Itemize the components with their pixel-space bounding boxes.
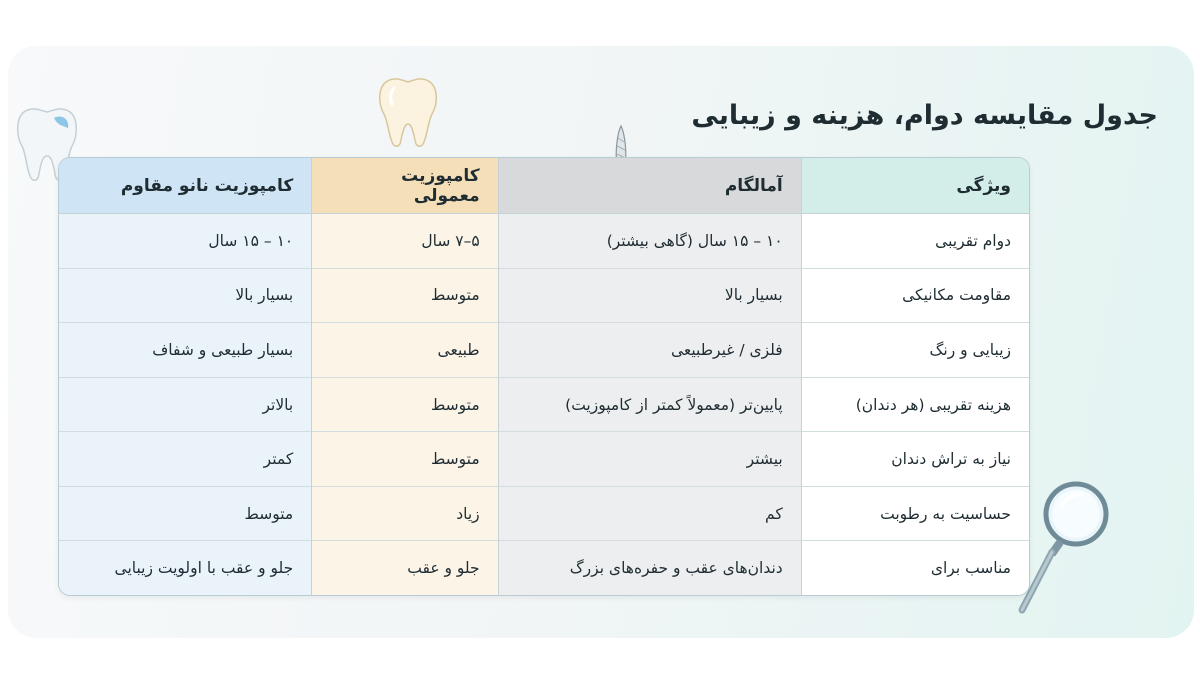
regular-composite-column: [312, 158, 498, 595]
cell-amalgam: پایین‌تر (معمولاً کمتر از کامپوزیت): [499, 378, 801, 433]
cell-amalgam: کم: [499, 487, 801, 542]
cell-nano-composite: بالاتر: [59, 378, 311, 433]
cell-feature: حساسیت به رطوبت: [802, 487, 1029, 542]
cell-regular-composite: زیاد: [312, 487, 497, 542]
cell-regular-composite: متوسط: [312, 269, 497, 324]
amalgam-column: [499, 158, 802, 595]
cell-feature: مقاومت مکانیکی: [802, 269, 1029, 324]
cell-nano-composite: بسیار بالا: [59, 269, 311, 324]
cell-regular-composite: طبیعی: [312, 323, 497, 378]
cell-feature: دوام تقریبی: [802, 214, 1029, 269]
cell-regular-composite: متوسط: [312, 432, 497, 487]
cell-amalgam: دندان‌های عقب و حفره‌های بزرگ: [569, 559, 783, 578]
cell-regular-composite: ۵–۷ سال: [312, 214, 497, 269]
cell-feature: مناسب برای: [930, 559, 1011, 578]
cell-amalgam: بیشتر: [499, 432, 801, 487]
cell-feature: نیاز به تراش دندان: [802, 432, 1029, 487]
cell-regular-composite: جلو و عقب: [407, 559, 480, 578]
cell-nano-composite: متوسط: [59, 487, 311, 542]
header-amalgam: آمالگام: [499, 158, 801, 214]
cell-feature: زیبایی و رنگ: [802, 323, 1029, 378]
cell-nano-composite: بسیار طبیعی و شفاف: [59, 323, 311, 378]
cell-amalgam: ۱۰ – ۱۵ سال (گاهی بیشتر): [499, 214, 801, 269]
cell-amalgam: بسیار بالا: [499, 269, 801, 324]
cell-regular-composite: متوسط: [312, 378, 497, 433]
tooth-icon: [376, 76, 440, 150]
cell-nano-composite: جلو و عقب با اولویت زیبایی: [114, 559, 294, 578]
cell-nano-composite: ۱۰ – ۱۵ سال: [59, 214, 311, 269]
nano-composite-column: [59, 158, 312, 595]
comparison-table: [58, 157, 1030, 596]
header-feature: ویژگی: [802, 158, 1029, 214]
header-regular-composite: کامپوزیت معمولی: [312, 158, 497, 214]
feature-column: [802, 158, 1029, 595]
cell-nano-composite: کمتر: [59, 432, 311, 487]
cell-feature: هزینه تقریبی (هر دندان): [802, 378, 1029, 433]
page-title: جدول مقایسه دوام، هزینه و زیبایی: [691, 100, 1158, 131]
cell-amalgam: فلزی / غیرطبیعی: [499, 323, 801, 378]
header-nano-composite: کامپوزیت نانو مقاوم: [59, 158, 311, 214]
